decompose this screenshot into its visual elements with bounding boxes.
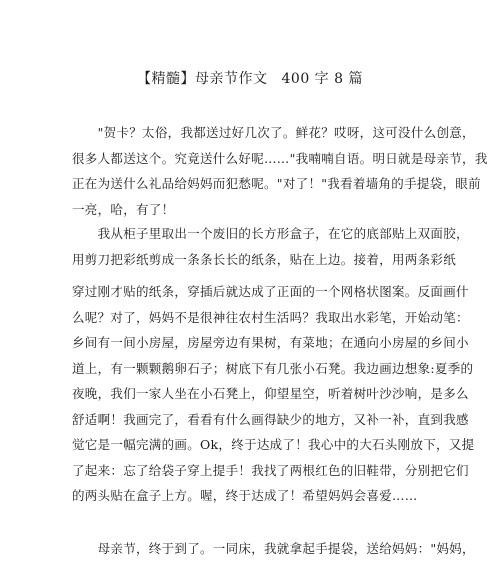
paragraph-line: 了起来：忘了给袋子穿上提手！我找了两根红色的旧鞋带，分别把它们 (72, 462, 469, 478)
title-count: 400 字 8 篇 (281, 71, 363, 87)
paragraph-line: 么呢？对了，妈妈不是很神往农村生活吗？我取出水彩笔，开始动笔： (72, 309, 469, 325)
paragraph-3 (72, 279, 475, 509)
paragraph-line: 的两头贴在盒子上方。喔，终于达成了！希望妈妈会喜爱…… (72, 488, 418, 503)
paragraph-2 (72, 221, 469, 272)
paragraph-line: 我从柜子里取出一个废旧的长方形盒子，在它的底部贴上双面胶， (72, 226, 469, 241)
document-title (0, 68, 500, 88)
paragraph-line: 穿过刚才贴的纸条，穿插后就达成了正面的一个网格状图案。反面画什 (72, 284, 469, 299)
paragraph-line: 道上，有一颗颗鹅卵石子；树底下有几张小石凳。我边画边想象:夏季的 (72, 360, 474, 376)
paragraph-4 (72, 536, 475, 562)
paragraph-line: 舒适啊！我画完了，看看有什么画得缺少的地方，又补一补，直到我感 (72, 411, 469, 427)
paragraph-line: 用剪刀把彩纸剪成一条条长长的纸条，贴在上边。接着，用两条彩纸 (72, 251, 457, 267)
paragraph-line: 夜晚，我们一家人坐在小石凳上，仰望星空，听着树叶沙沙响，是多么 (72, 386, 469, 401)
paragraph-line: 一亮，哈，有了！ (72, 201, 175, 217)
paragraph-line: 觉它是一幅完满的画。Ok，终于达成了！我心中的大石头刚放下，又提 (72, 437, 475, 452)
paragraph-line: 很多人都送这个。究竟送什么好呢……"我喃喃自语。明日就是母亲节，我 (72, 150, 488, 166)
title-main: 【精髓】母亲节作文 (137, 71, 268, 87)
paragraph-line: 正在为送什么礼品给妈妈而犯愁呢。"对了！"我看着墙角的手提袋，眼前 (72, 176, 481, 191)
paragraph-line: 乡间有一间小房屋，房屋旁边有果树，有菜地；在通向小房屋的乡间小 (72, 335, 469, 350)
paragraph-line: 母亲节，终于到了。一同床，我就拿起手提袋，送给妈妈："妈妈， (72, 541, 475, 556)
paragraph-line: "贺卡？太俗，我都送过好几次了。鲜花？哎呀，这可没什么创意， (72, 125, 475, 140)
paragraph-1 (72, 120, 488, 222)
